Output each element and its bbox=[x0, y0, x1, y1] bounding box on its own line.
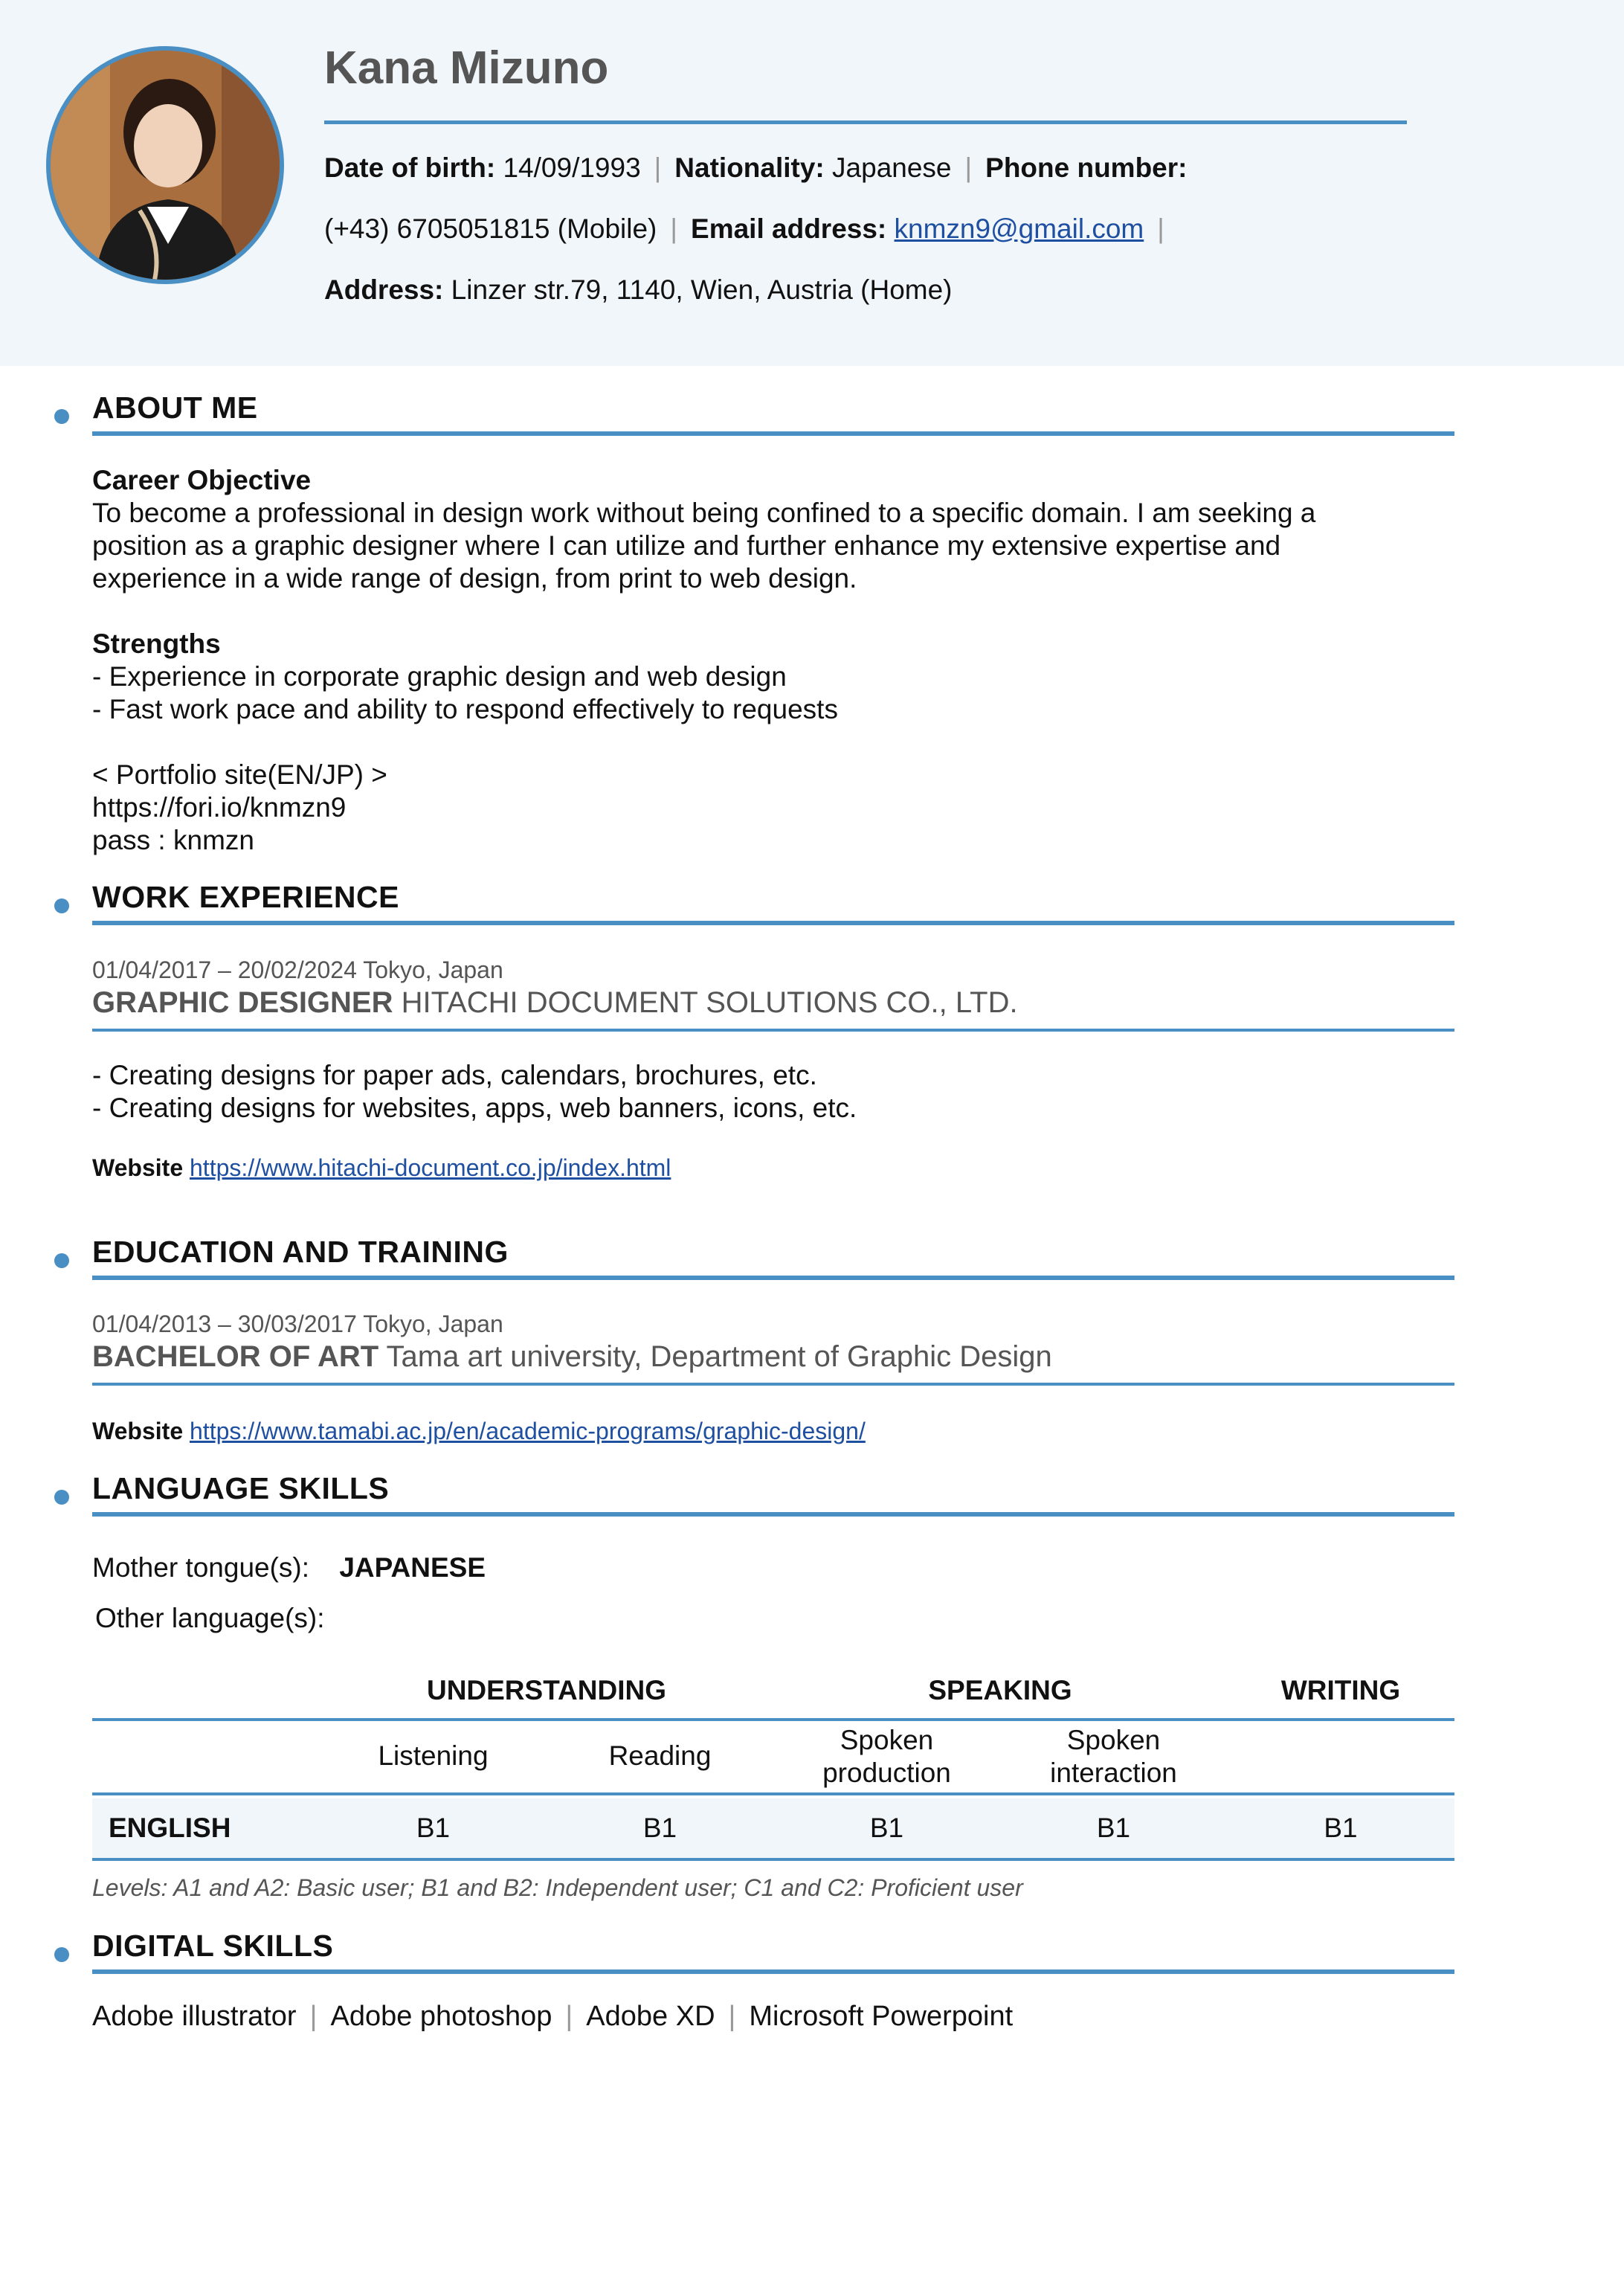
address-value: Linzer str.79, 1140, Wien, Austria (Home) bbox=[451, 274, 953, 305]
levels-note: Levels: A1 and A2: Basic user; B1 and B2: Independent user; C1 and C2: Proficient user bbox=[92, 1874, 1023, 1901]
work-role-line bbox=[92, 986, 1018, 1019]
languages-title: LANGUAGE SKILLS bbox=[92, 1471, 390, 1505]
education-school: Tama art university, Department of Graphic Design bbox=[386, 1340, 1052, 1373]
section-bullet bbox=[54, 1253, 69, 1268]
sub-spoken-production: Spoken production bbox=[822, 1725, 951, 1788]
section-bullet bbox=[54, 409, 69, 424]
profile-photo bbox=[46, 46, 284, 284]
about-title: ABOUT ME bbox=[92, 390, 258, 425]
work-website-line bbox=[92, 1151, 671, 1184]
portfolio-pass: pass : knmzn bbox=[92, 825, 254, 855]
education-dates: 01/04/2013 – 30/03/2017 Tokyo, Japan bbox=[92, 1311, 503, 1337]
about-divider bbox=[92, 431, 1454, 436]
header-writing: WRITING bbox=[1280, 1675, 1401, 1705]
row-reading: B1 bbox=[642, 1813, 677, 1843]
skill-item: Adobe illustrator bbox=[92, 2001, 297, 2032]
education-website-link[interactable]: https://www.tamabi.ac.jp/en/academic-programs/graphic-design/ bbox=[190, 1418, 866, 1444]
mother-tongue-value: JAPANESE bbox=[339, 1552, 486, 1583]
skill-item: Microsoft Powerpoint bbox=[749, 2001, 1014, 2032]
header-band bbox=[0, 0, 1624, 366]
header-line-1: Date of birth: 14/09/1993 | Nationality: Japanese | Phone number: bbox=[324, 152, 1188, 183]
education-title: EDUCATION AND TRAINING bbox=[92, 1235, 509, 1269]
strength-item: - Experience in corporate graphic design and web design bbox=[92, 661, 787, 692]
digital-divider bbox=[92, 1969, 1454, 1974]
digital-title: DIGITAL SKILLS bbox=[92, 1929, 334, 1963]
objective-heading: Career Objective bbox=[92, 465, 312, 495]
nationality-value: Japanese bbox=[832, 152, 952, 183]
phone-label: Phone number: bbox=[985, 152, 1188, 183]
candidate-name: Kana Mizuno bbox=[324, 42, 609, 94]
address-label: Address: bbox=[324, 274, 444, 305]
objective-line: To become a professional in design work without being confined to a specific domain. I am seeking a bbox=[92, 498, 1316, 528]
education-website-label: Website bbox=[92, 1418, 184, 1444]
work-bullet: - Creating designs for paper ads, calendars, brochures, etc. bbox=[92, 1060, 817, 1090]
row-production: B1 bbox=[869, 1813, 904, 1843]
dob-label: Date of birth: bbox=[324, 152, 496, 183]
portrait-image bbox=[51, 51, 280, 280]
mother-tongue-line bbox=[92, 1551, 486, 1584]
name-divider bbox=[324, 120, 1407, 124]
work-website-link[interactable]: https://www.hitachi-document.co.jp/index.html bbox=[190, 1154, 671, 1181]
strength-item: - Fast work pace and ability to respond effectively to requests bbox=[92, 694, 838, 724]
work-role: GRAPHIC DESIGNER bbox=[92, 986, 393, 1019]
header-line-3 bbox=[324, 274, 953, 306]
education-divider bbox=[92, 1276, 1454, 1280]
table-rule-mid bbox=[92, 1792, 1454, 1795]
portfolio-label: < Portfolio site(EN/JP) > bbox=[92, 759, 387, 790]
work-role-divider bbox=[92, 1029, 1454, 1032]
sub-spoken-interaction: Spoken interaction bbox=[1050, 1725, 1177, 1788]
objective-line: position as a graphic designer where I can utilize and further enhance my extensive expertise and bbox=[92, 530, 1281, 561]
phone-value: (+43) 6705051815 (Mobile) bbox=[324, 213, 657, 244]
section-bullet bbox=[54, 898, 69, 913]
work-divider bbox=[92, 921, 1454, 925]
table-rule-bottom bbox=[92, 1858, 1454, 1861]
section-bullet bbox=[54, 1490, 69, 1505]
portfolio-url[interactable]: https://fori.io/knmzn9 bbox=[92, 792, 347, 823]
languages-divider bbox=[92, 1512, 1454, 1517]
work-title: WORK EXPERIENCE bbox=[92, 880, 399, 914]
email-label: Email address: bbox=[691, 213, 887, 244]
dob-value: 14/09/1993 bbox=[503, 152, 641, 183]
sub-reading: Reading bbox=[608, 1740, 712, 1771]
nationality-label: Nationality: bbox=[674, 152, 825, 183]
row-language: ENGLISH bbox=[109, 1813, 231, 1843]
skill-item: Adobe photoshop bbox=[330, 2001, 552, 2032]
table-rule-top bbox=[92, 1718, 1454, 1721]
row-interaction: B1 bbox=[1096, 1813, 1131, 1843]
sub-listening: Listening bbox=[378, 1740, 489, 1771]
education-degree-line bbox=[92, 1340, 1052, 1373]
row-listening: B1 bbox=[416, 1813, 451, 1843]
header-understanding: UNDERSTANDING bbox=[426, 1675, 667, 1705]
work-company: HITACHI DOCUMENT SOLUTIONS CO., LTD. bbox=[401, 986, 1018, 1019]
row-writing: B1 bbox=[1324, 1813, 1358, 1843]
section-bullet bbox=[54, 1947, 69, 1962]
work-bullet: - Creating designs for websites, apps, web banners, icons, etc. bbox=[92, 1093, 857, 1123]
work-dates: 01/04/2017 – 20/02/2024 Tokyo, Japan bbox=[92, 956, 503, 983]
skill-item: Adobe XD bbox=[586, 2001, 715, 2032]
mother-tongue-label: Mother tongue(s): bbox=[92, 1552, 310, 1583]
header-line-2: (+43) 6705051815 (Mobile) | Email address: knmzn9@gmail.com | bbox=[324, 213, 1164, 244]
digital-skills-list: Adobe illustrator | Adobe photoshop | Adobe XD | Microsoft Powerpoint bbox=[92, 2001, 1014, 2032]
objective-line: experience in a wide range of design, from print to web design. bbox=[92, 563, 857, 594]
education-degree: BACHELOR OF ART bbox=[92, 1340, 379, 1373]
other-languages-label: Other language(s): bbox=[95, 1603, 325, 1633]
education-website-line bbox=[92, 1415, 866, 1447]
header-speaking: SPEAKING bbox=[928, 1675, 1072, 1705]
email-link[interactable]: knmzn9@gmail.com bbox=[894, 213, 1144, 244]
work-website-label: Website bbox=[92, 1154, 184, 1181]
education-degree-divider bbox=[92, 1383, 1454, 1386]
strengths-heading: Strengths bbox=[92, 628, 221, 659]
